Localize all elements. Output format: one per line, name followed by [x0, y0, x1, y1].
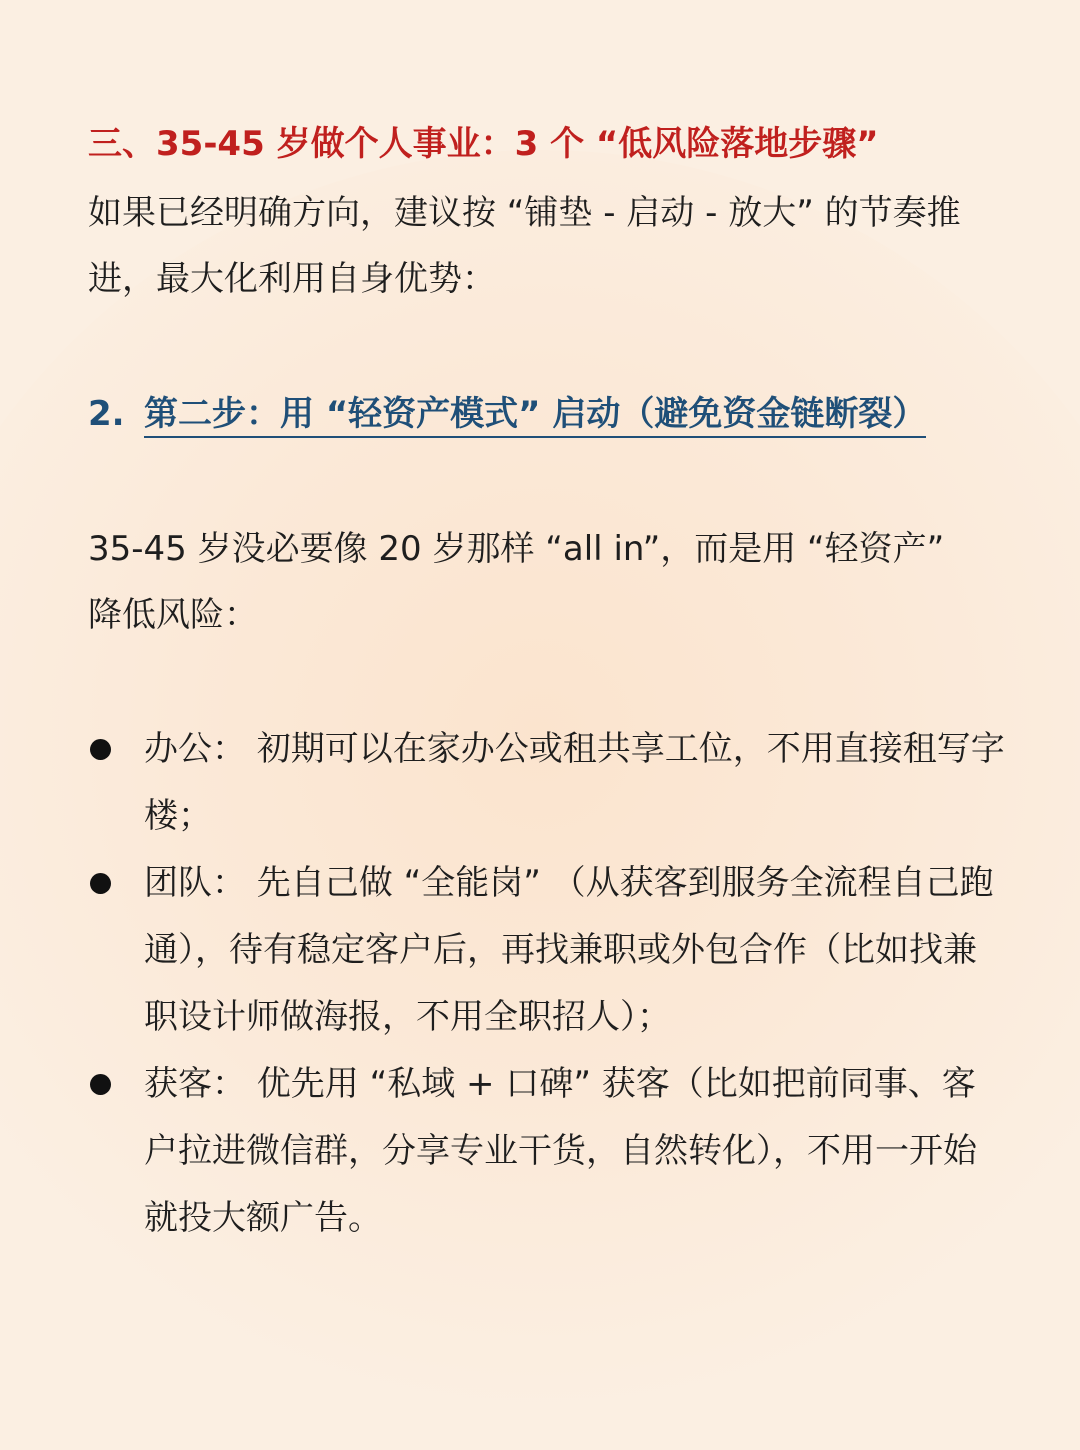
- body-paragraph: 35-45 岁没必要像 20 岁那样 “all in”，而是用 “轻资产” 降低风险：: [88, 529, 945, 635]
- list-item-text: 获客： 优先用 “私域 + 口碑” 获客（比如把前同事、客户拉进微信群，分享专业干货，自然转化），不用一开始就投大额广告。: [144, 1064, 977, 1238]
- list-item: [88, 1051, 1008, 1252]
- step-number: 2.: [88, 394, 125, 434]
- list-item-text: 办公： 初期可以在家办公或租共享工位，不用直接租写字楼；: [144, 729, 1005, 836]
- bullet-dot-icon: [90, 739, 111, 760]
- bullet-list: [88, 716, 1008, 1252]
- step-title: 第二步：用 “轻资产模式” 启动（避免资金链断裂）: [144, 394, 926, 438]
- intro-paragraph: 如果已经明确方向，建议按 “铺垫 - 启动 - 放大” 的节奏推进，最大化利用自身优势：: [88, 193, 961, 299]
- list-item: [88, 850, 1008, 1051]
- list-item-text: 团队： 先自己做 “全能岗” （从获客到服务全流程自己跑通），待有稳定客户后，再找兼职或外包合作（比如找兼职设计师做海报，不用全职招人）；: [144, 863, 994, 1037]
- list-item: [88, 716, 1008, 850]
- bullet-dot-icon: [90, 873, 111, 894]
- step-heading: [88, 386, 1048, 442]
- bullet-dot-icon: [90, 1074, 111, 1095]
- section-heading: 三、35-45 岁做个人事业：3 个 “低风险落地步骤”: [88, 124, 879, 164]
